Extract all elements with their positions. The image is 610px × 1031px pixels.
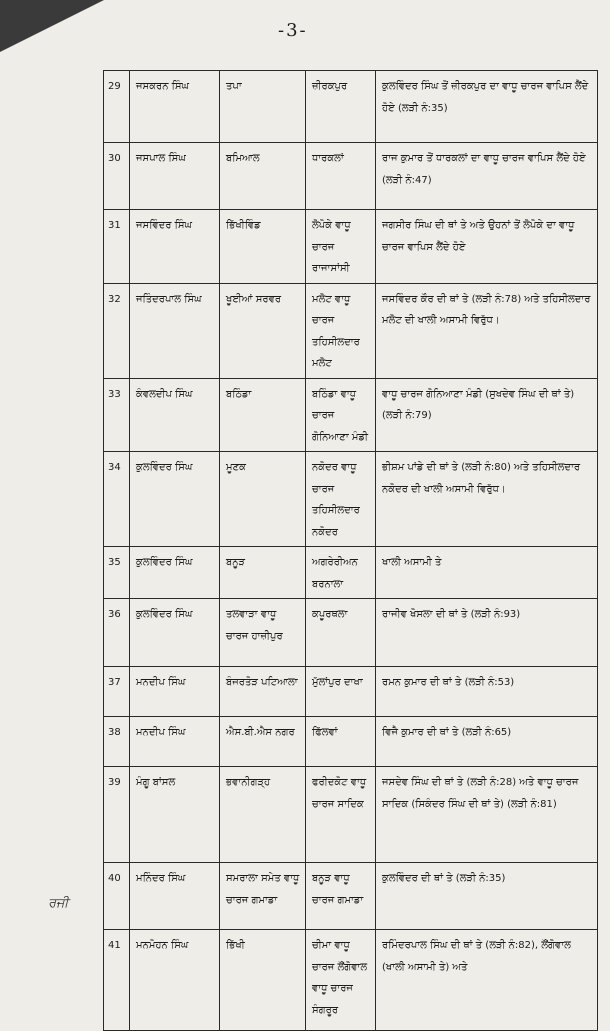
posted-from: ਬਨੂੜ: [220, 547, 306, 599]
posted-from: ਬਠਿੰਡਾ: [220, 378, 306, 452]
table-row: [104, 210, 598, 284]
serial-number: 30: [104, 143, 130, 210]
posted-from: ਬਮਿਆਲ: [220, 143, 306, 210]
officer-name: ਮਨਦੀਪ ਸਿੰਘ: [130, 717, 220, 767]
serial-number: 31: [104, 210, 130, 284]
table-row: [104, 717, 598, 767]
table-row: [104, 452, 598, 547]
posted-to: ਬਠਿੰਡਾ ਵਾਧੂ ਚਾਰਜ ਗੋਨਿਆਣਾ ਮੰਡੀ: [306, 378, 376, 452]
posted-to: ਲੋਪੋਕੇ ਵਾਧੂ ਚਾਰਜ ਰਾਜਾਸਾਂਸੀ: [306, 210, 376, 284]
serial-number: 33: [104, 378, 130, 452]
table-row: [104, 863, 598, 930]
remarks: ਵਾਧੂ ਚਾਰਜ ਗੋਨਿਆਣਾ ਮੰਡੀ (ਸੁਖਦੇਵ ਸਿੰਘ ਦੀ ਥਾਂ ਤੇ) (ਲੜੀ ਨੰ:79): [376, 378, 598, 452]
serial-number: 36: [104, 599, 130, 667]
officer-name: ਮਨਮੋਹਨ ਸਿੰਘ: [130, 930, 220, 1031]
posted-to: ਚੀਮਾ ਵਾਧੂ ਚਾਰਜ ਲੌਂਗੋਵਾਲ ਵਾਧੂ ਚਾਰਜ ਸੰਗਰੂਰ: [306, 930, 376, 1031]
officer-name: ਮਨਦੀਪ ਸਿੰਘ: [130, 667, 220, 717]
remarks: ਰਾਜੀਵ ਖੋਸਲਾ ਦੀ ਥਾਂ ਤੇ (ਲੜੀ ਨੰ:93): [376, 599, 598, 667]
officer-name: ਕੁਲਵਿੰਦਰ ਸਿੰਘ: [130, 547, 220, 599]
posted-from: ਮੂਣਕ: [220, 452, 306, 547]
posted-from: ਭਿੱਖੀ: [220, 930, 306, 1031]
remarks: ਜਸਵਿੰਦਰ ਕੌਰ ਦੀ ਥਾਂ ਤੇ (ਲੜੀ ਨੰ:78) ਅਤੇ ਤਹਿਸੀਲਦਾਰ ਮਲੋਟ ਦੀ ਖਾਲੀ ਅਸਾਮੀ ਵਿਰੁੱਧ।: [376, 283, 598, 378]
remarks: ਭੀਸ਼ਮ ਪਾਂਡੇ ਦੀ ਥਾਂ ਤੇ (ਲੜੀ ਨੰ:80) ਅਤੇ ਤਹਿਸੀਲਦਾਰ ਨਕੋਦਰ ਦੀ ਖਾਲੀ ਅਸਾਮੀ ਵਿਰੁੱਧ।: [376, 452, 598, 547]
transfer-table: [103, 70, 598, 1031]
officer-name: ਮਨਿੰਦਰ ਸਿੰਘ: [130, 863, 220, 930]
table-row: [104, 547, 598, 599]
posted-from: ਖੂਈਆਂ ਸਰਵਰ: [220, 283, 306, 378]
officer-name: ਜਤਿੰਦਰਪਾਲ ਸਿੰਘ: [130, 283, 220, 378]
remarks: ਰਾਜ ਕੁਮਾਰ ਤੋਂ ਧਾਰਕਲਾਂ ਦਾ ਵਾਧੂ ਚਾਰਜ ਵਾਪਿਸ ਲੈਂਦੇ ਹੋਏ (ਲੜੀ ਨੰ:47): [376, 143, 598, 210]
signature-initials: ਰਜੀ: [48, 896, 69, 911]
remarks: ਖਾਲੀ ਅਸਾਮੀ ਤੇ: [376, 547, 598, 599]
table-row: [104, 667, 598, 717]
posted-to: ਮਲੋਟ ਵਾਧੂ ਚਾਰਜ ਤਹਿਸੀਲਦਾਰ ਮਲੋਟ: [306, 283, 376, 378]
table-row: [104, 143, 598, 210]
posted-to: ਕਪੂਰਥਲਾ: [306, 599, 376, 667]
posted-to: ਜ਼ੀਰਕਪੁਰ: [306, 71, 376, 143]
serial-number: 38: [104, 717, 130, 767]
posted-from: ਐਸ.ਬੀ.ਐਸ ਨਗਰ: [220, 717, 306, 767]
serial-number: 39: [104, 767, 130, 863]
scan-corner-shadow: [0, 0, 104, 52]
table-row: [104, 378, 598, 452]
serial-number: 29: [104, 71, 130, 143]
posted-from: ਤਪਾ: [220, 71, 306, 143]
table-row: [104, 930, 598, 1031]
posted-from: ਸਮਰਾਲਾ ਸਮੇਤ ਵਾਧੂ ਚਾਰਜ ਗਮਾਡਾ: [220, 863, 306, 930]
posted-from: ਭਵਾਨੀਗੜ੍ਹ: [220, 767, 306, 863]
remarks: ਜਗਸੀਰ ਸਿੰਘ ਦੀ ਥਾਂ ਤੇ ਅਤੇ ਉਹਨਾਂ ਤੋਂ ਲੋਪੋਕੇ ਦਾ ਵਾਧੂ ਚਾਰਜ ਵਾਪਿਸ ਲੈਂਦੇ ਹੋਏ: [376, 210, 598, 284]
officer-name: ਜਸਪਾਲ ਸਿੰਘ: [130, 143, 220, 210]
remarks: ਕੁਲਵਿੰਦਰ ਦੀ ਥਾਂ ਤੇ (ਲੜੀ ਨੰ:35): [376, 863, 598, 930]
posted-to: ਬਨੂੜ ਵਾਧੂ ਚਾਰਜ ਗਮਾਡਾ: [306, 863, 376, 930]
serial-number: 41: [104, 930, 130, 1031]
remarks: ਰਮਨ ਕੁਮਾਰ ਦੀ ਥਾਂ ਤੇ (ਲੜੀ ਨੰ:53): [376, 667, 598, 717]
table-row: [104, 283, 598, 378]
posted-to: ਫਿੱਲਵਾਂ: [306, 717, 376, 767]
table-row: [104, 767, 598, 863]
officer-name: ਮੰਗੂ ਬਾਂਸਲ: [130, 767, 220, 863]
serial-number: 34: [104, 452, 130, 547]
officer-name: ਜਸਵਿੰਦਰ ਸਿੰਘ: [130, 210, 220, 284]
posted-to: ਅਗਰੇਰੀਅਨ ਬਰਨਾਲਾ: [306, 547, 376, 599]
serial-number: 37: [104, 667, 130, 717]
posted-from: ਭਿੱਖੀਵਿੰਡ: [220, 210, 306, 284]
posted-to: ਮੁੱਲਾਂਪੁਰ ਦਾਖਾ: [306, 667, 376, 717]
serial-number: 32: [104, 283, 130, 378]
officer-name: ਕੁਲਵਿੰਦਰ ਸਿੰਘ: [130, 452, 220, 547]
remarks: ਵਿਜੈ ਕੁਮਾਰ ਦੀ ਥਾਂ ਤੇ (ਲੜੀ ਨੰ:65): [376, 717, 598, 767]
officer-name: ਕੁਲਵਿੰਦਰ ਸਿੰਘ: [130, 599, 220, 667]
table-row: [104, 599, 598, 667]
remarks: ਕੁਲਵਿੰਦਰ ਸਿੰਘ ਤੋਂ ਜ਼ੀਰਕਪੁਰ ਦਾ ਵਾਧੂ ਚਾਰਜ ਵਾਪਿਸ ਲੈਂਦੇ ਹੋਏ (ਲੜੀ ਨੰ:35): [376, 71, 598, 143]
serial-number: 35: [104, 547, 130, 599]
posted-to: ਨਕੋਦਰ ਵਾਧੂ ਚਾਰਜ ਤਹਿਸੀਲਦਾਰ ਨਕੋਦਰ: [306, 452, 376, 547]
officer-name: ਜਸਕਰਨ ਸਿੰਘ: [130, 71, 220, 143]
remarks: ਜਸਦੇਵ ਸਿੰਘ ਦੀ ਥਾਂ ਤੇ (ਲੜੀ ਨੰ:28) ਅਤੇ ਵਾਧੂ ਚਾਰਜ ਸਾਦਿਕ (ਸਿਕੰਦਰ ਸਿੰਘ ਦੀ ਥਾਂ ਤੇ) (ਲੜੀ ਨੰ:81): [376, 767, 598, 863]
posted-from: ਤਲਵਾੜਾ ਵਾਧੂ ਚਾਰਜ ਹਾਜ਼ੀਪੁਰ: [220, 599, 306, 667]
page-number: -3-: [278, 20, 308, 41]
posted-from: ਬੰਜਰਤੋੜ ਪਟਿਆਲਾ: [220, 667, 306, 717]
serial-number: 40: [104, 863, 130, 930]
table-row: [104, 71, 598, 143]
posted-to: ਫਰੀਦਕੋਟ ਵਾਧੂ ਚਾਰਜ ਸਾਦਿਕ: [306, 767, 376, 863]
remarks: ਰਮਿੰਦਰਪਾਲ ਸਿੰਘ ਦੀ ਥਾਂ ਤੇ (ਲੜੀ ਨੰ:82), ਲੌਂਗੋਵਾਲ (ਖਾਲੀ ਅਸਾਮੀ ਤੇ) ਅਤੇ: [376, 930, 598, 1031]
officer-name: ਕੰਵਲਦੀਪ ਸਿੰਘ: [130, 378, 220, 452]
posted-to: ਧਾਰਕਲਾਂ: [306, 143, 376, 210]
